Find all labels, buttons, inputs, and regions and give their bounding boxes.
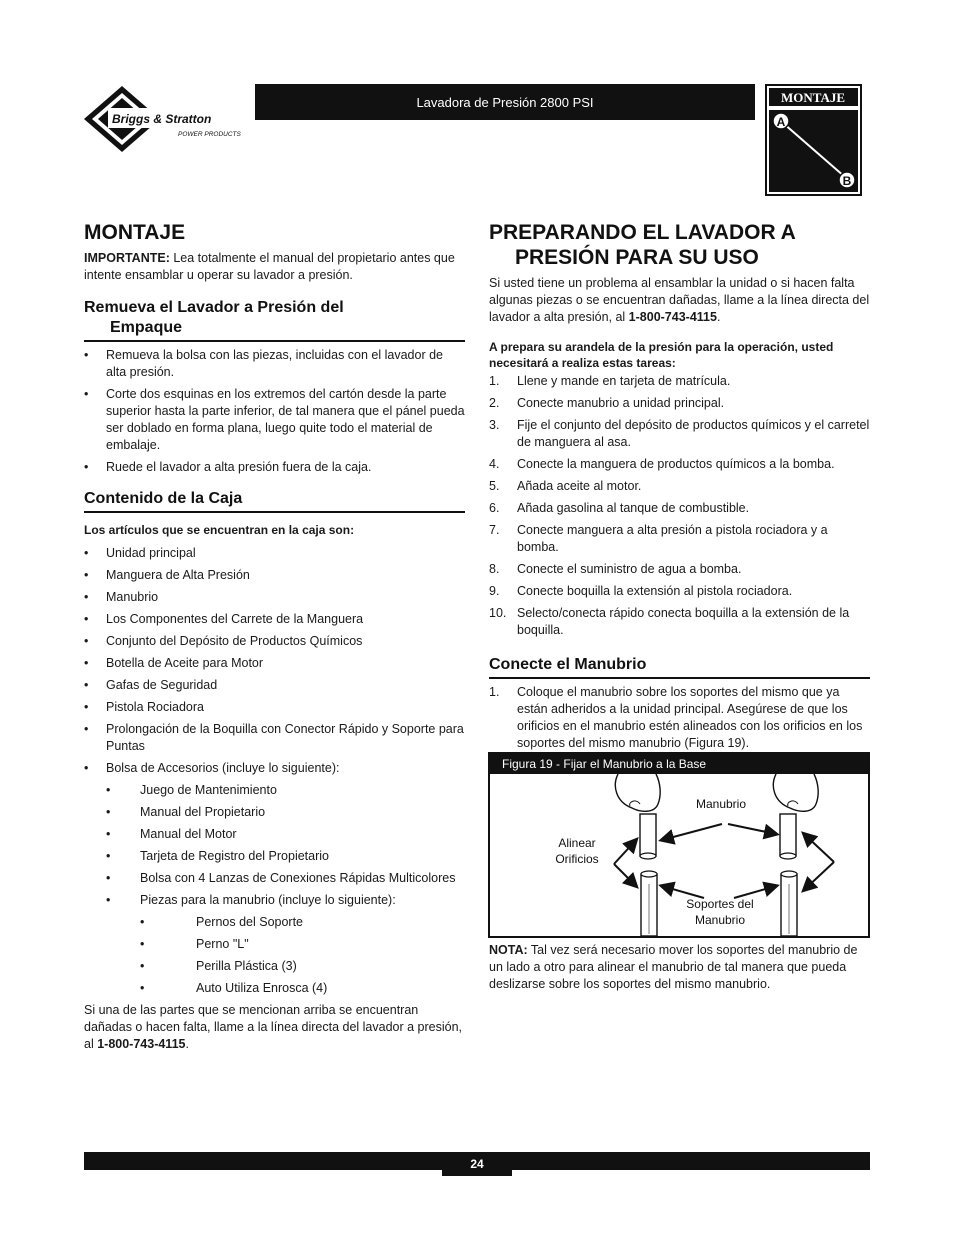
list-item: • Piezas para la manubrio (incluye lo siguiente): — [106, 893, 396, 907]
label-soportes-manubrio: Manubrio — [694, 913, 746, 927]
logo-text: Briggs & Stratton — [112, 112, 212, 126]
logo-subtext: POWER PRODUCTS — [178, 131, 241, 138]
important-note — [84, 250, 465, 284]
figure-caption: Figura 19 - Fijar el Manubrio a la Base — [490, 754, 868, 774]
prep-title — [489, 220, 870, 270]
prep-intro-text: Si usted tiene un problema al ensamblar la unidad o si hacen falta algunas piezas o se encuentran dañadas, llame a la línea directa del lavador a alta presión, al — [489, 276, 870, 324]
list-item: • Prolongación de la Boquilla con Conector Rápido y Soporte para Puntas — [84, 722, 464, 753]
important-label: IMPORTANTE: — [84, 251, 170, 265]
unpack-list — [84, 347, 465, 476]
page-number: 24 — [442, 1152, 512, 1176]
list-item: • Pistola Rociadora — [84, 700, 204, 714]
list-item: • Los Componentes del Carrete de la Manguera — [84, 612, 364, 626]
list-item: • Unidad principal — [84, 546, 196, 560]
contents-lead: Los artículos que se encuentran en la caja son: — [84, 523, 355, 537]
section-badge — [765, 84, 862, 196]
list-item: 7. Conecte manguera a alta presión a pistola rociadora y a bomba. — [489, 523, 828, 554]
list-item: 6. Añada gasolina al tanque de combustible. — [489, 501, 750, 515]
left-column — [84, 220, 465, 1053]
list-item: 9. Conecte boquilla la extensión al pistola rociadora. — [489, 584, 793, 598]
badge-label: MONTAJE — [780, 90, 846, 105]
list-item: 3. Fije el conjunto del depósito de productos químicos y el carretel de manguera al asa. — [489, 418, 870, 449]
unpack-heading-line-2: Empaque — [110, 319, 183, 336]
list-item: 10. Selecto/conecta rápido conecta boquilla a la extensión de la boquilla. — [489, 606, 850, 637]
contents-rule — [84, 511, 465, 513]
montaje-title: MONTAJE — [84, 221, 186, 244]
contents-list — [84, 545, 465, 777]
unpack-rule — [84, 340, 465, 342]
handle-heading: Conecte el Manubrio — [489, 656, 647, 673]
label-orificios: Orificios — [555, 852, 599, 866]
label-soportes: Soportes del — [686, 897, 754, 911]
brand-logo — [82, 84, 257, 154]
prep-intro-phone: 1-800-743-4115 — [628, 310, 717, 324]
handle-illustration — [490, 774, 868, 936]
unpack-heading-line-1: Remueva el Lavador a Presión del — [84, 299, 344, 316]
important-text: Lea totalmente el manual del propietario antes que intente ensamblar u operar su lavador a presión. — [84, 251, 455, 282]
list-item: • Juego de Mantenimiento — [106, 783, 277, 797]
note-paragraph — [489, 942, 870, 993]
list-item: 4. Conecte la manguera de productos químicos a la bomba. — [489, 457, 835, 471]
prep-steps — [489, 373, 870, 639]
label-manubrio: Manubrio — [695, 797, 747, 811]
header-title: Lavadora de Presión 2800 PSI — [255, 84, 755, 120]
list-item: 8. Conecte el suministro de agua a bomba. — [489, 562, 742, 576]
prep-intro — [489, 275, 870, 326]
list-item: 5. Añada aceite al motor. — [489, 479, 642, 493]
list-item: 2. Conecte manubrio a unidad principal. — [489, 396, 725, 410]
prep-intro-end: . — [716, 310, 721, 324]
list-item: • Manubrio — [84, 590, 159, 604]
figure-19 — [488, 752, 870, 938]
list-item: • Perno "L" — [140, 937, 249, 951]
note-text: Tal vez será necesario mover los soportes del manubrio de un lado a otro para alinear el manubrio de tal manera que pueda deslizarse sobre los soportes del mismo manubrio. — [489, 943, 858, 991]
closing-phone: 1-800-743-4115 — [97, 1037, 186, 1051]
closing-text: Si una de las partes que se mencionan arriba se encuentran dañadas o hacen falta, llame a la línea directa del lavador a presión, al — [84, 1003, 463, 1051]
closing-paragraph — [84, 1002, 465, 1053]
list-item: • Perilla Plástica (3) — [140, 959, 297, 973]
list-item: • Pernos del Soporte — [140, 915, 304, 929]
list-item: • Bolsa de Accesorios (incluye lo siguiente): — [84, 761, 340, 775]
note-label: NOTA: — [489, 943, 528, 957]
closing-end: . — [185, 1037, 189, 1051]
list-item: • Ruede el lavador a alta presión fuera de la caja. — [84, 460, 372, 474]
prep-title-line-1: PREPARANDO EL LAVADOR A — [489, 221, 796, 244]
list-item: • Auto Utiliza Enrosca (4) — [140, 981, 328, 995]
list-item: • Gafas de Seguridad — [84, 678, 218, 692]
list-item: • Remueva la bolsa con las piezas, incluidas con el lavador de alta presión. — [84, 348, 443, 379]
list-item: • Tarjeta de Registro del Propietario — [106, 849, 329, 863]
list-item: • Manual del Propietario — [106, 805, 266, 819]
badge-a: A — [776, 115, 786, 129]
unpack-heading — [84, 298, 465, 338]
handle-parts-list — [140, 914, 465, 997]
list-item: • Manguera de Alta Presión — [84, 568, 250, 582]
contents-heading: Contenido de la Caja — [84, 490, 243, 507]
prep-lead: A prepara su arandela de la presión para la operación, usted necesitará a realiza estas tareas: — [489, 340, 834, 370]
badge-b: B — [842, 174, 852, 188]
prep-title-line-2: PRESIÓN PARA SU USO — [515, 246, 759, 269]
list-item: 1. Coloque el manubrio sobre los soportes del mismo que ya están adheridos a la unidad principal. Asegúrese de que los orificios en el manubrio estén alineados con los orificios en los soportes del mismo manubrio (Figura 19). — [489, 685, 863, 750]
label-alinear: Alinear — [558, 836, 596, 850]
handle-rule — [489, 677, 870, 679]
accessory-list — [106, 782, 465, 909]
list-item: • Corte dos esquinas en los extremos del cartón desde la parte superior hasta la parte inferior, de tal manera que el pánel pueda ser doblado en forma plana, luego quite todo el material de embalaje. — [84, 387, 465, 452]
list-item: • Bolsa con 4 Lanzas de Conexiones Rápidas Multicolores — [106, 871, 456, 885]
list-item: 1. Llene y mande en tarjeta de matrícula. — [489, 374, 731, 388]
list-item: • Conjunto del Depósito de Productos Químicos — [84, 634, 363, 648]
handle-steps — [489, 684, 870, 752]
list-item: • Botella de Aceite para Motor — [84, 656, 264, 670]
right-column — [489, 220, 870, 752]
list-item: • Manual del Motor — [106, 827, 237, 841]
